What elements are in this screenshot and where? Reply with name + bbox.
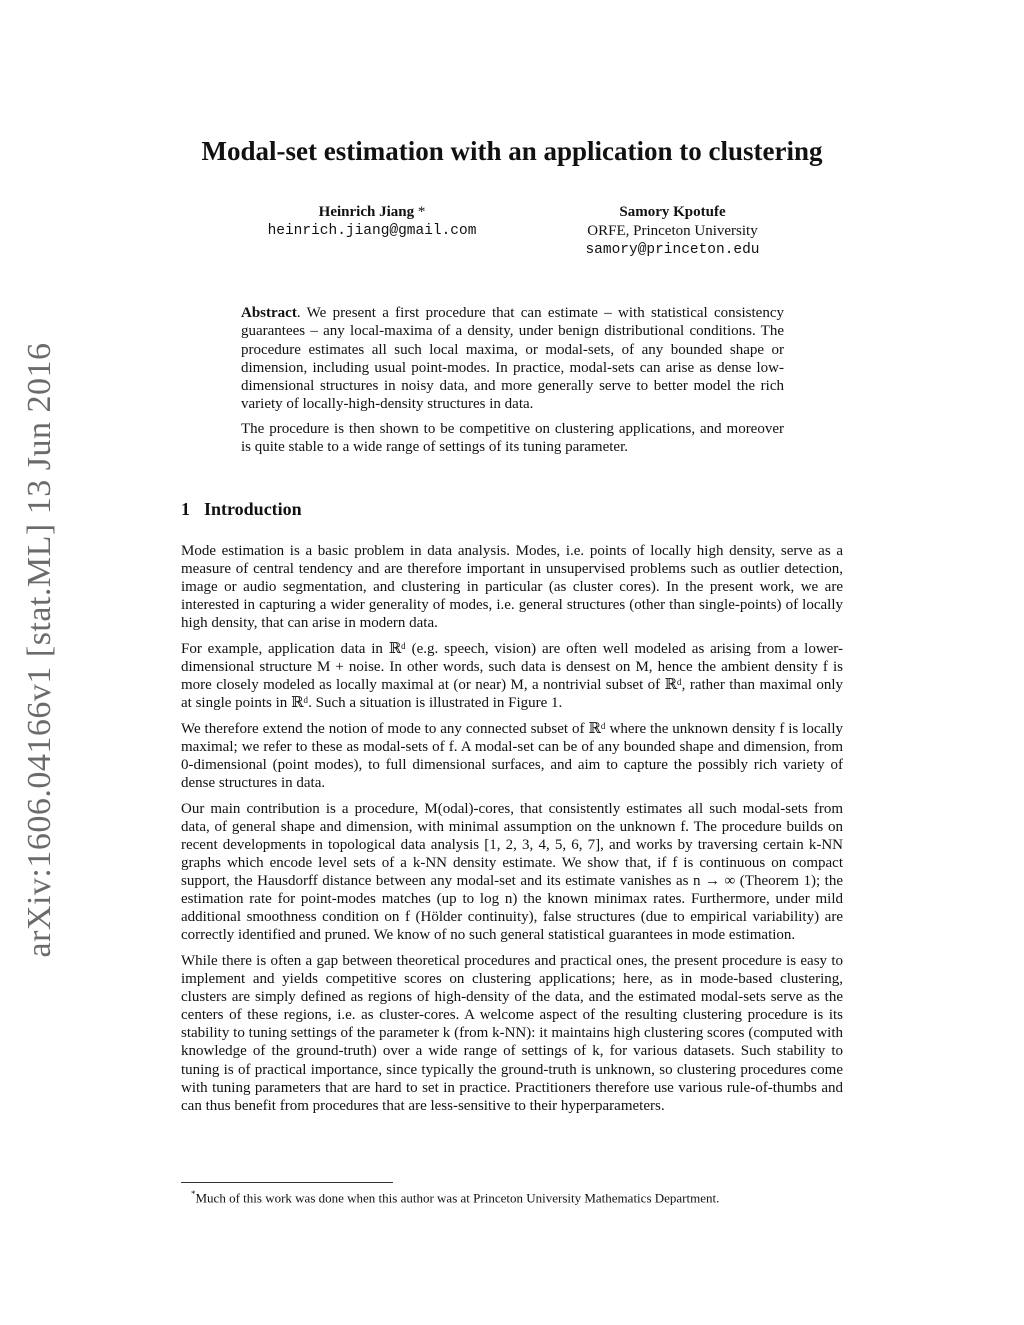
author-email: samory@princeton.edu	[585, 242, 760, 258]
section-title: Introduction	[204, 499, 302, 519]
body-paragraph: For example, application data in ℝᵈ (e.g. speech, vision) are often well modeled as arising from a lower-dimensional structure M + noise. In other words, such data is densest on M, hence the ambient density f is more closely modeled as locally maximal at (or near) M, a nontrivial subset of ℝᵈ, rather than maximal only at single points in ℝᵈ. Such a situation is illustrated in Figure 1.	[181, 640, 843, 712]
author-footnote-mark: *	[414, 204, 426, 220]
body-paragraph: While there is often a gap between theoretical procedures and practical ones, the present procedure is easy to implement and yields competitive scores on clustering applications; here, as in mode-based clustering, clusters are simply defined as regions of high-density of the data, and the estimated modal-sets serve as the centers of these regions, i.e. as cluster-cores. A welcome aspect of the resulting clustering procedure is its stability to tuning settings of the parameter k (from k-NN): it maintains high clustering scores (computed with knowledge of the ground-truth) over a wide range of settings of k, for various datasets. Such stability to tuning is of practical importance, since typically the ground-truth is unknown, so clustering procedures come with tuning parameters that are hard to set in practice. Practitioners therefore use various rule-of-thumbs and can thus benefit from procedures that are less-sensitive to their hyperparameters.	[181, 952, 843, 1114]
author-name: Heinrich Jiang	[318, 204, 415, 220]
footnote-divider	[181, 1182, 393, 1183]
abstract	[241, 304, 784, 462]
author-affiliation: ORFE, Princeton University	[587, 223, 758, 239]
footnote	[191, 1186, 841, 1206]
author-block-1	[232, 203, 512, 241]
abstract-label: Abstract	[241, 305, 297, 321]
abstract-paragraph-2: The procedure is then shown to be competitive on clustering applications, and moreover is quite stable to a wide range of settings of its tuning parameter.	[241, 420, 784, 456]
footnote-mark: *	[191, 1189, 196, 1199]
arxiv-sidebar	[10, 342, 70, 958]
author-name: Samory Kpotufe	[619, 204, 726, 220]
abstract-text: . We present a first procedure that can estimate – with statistical consistency guarantees – any local-maxima of a density, under benign distributional conditions. The procedure estimates all such local maxima, or modal-sets, of any bounded shape or dimension, including usual point-modes. In practice, modal-sets can arise as dense low-dimensional structures in noisy data, and more generally serve to better model the rich variety of locally-high-density structures in data.	[241, 305, 784, 413]
body-paragraph: Our main contribution is a procedure, M(odal)-cores, that consistently estimates all such modal-sets from data, of general shape and dimension, with minimal assumption on the unknown f. The procedure builds on recent developments in topological data analysis [1, 2, 3, 4, 5, 6, 7], and works by traversing certain k-NN graphs which encode level sets of a k-NN density estimate. We show that, if f is continuous on compact support, the Hausdorff distance between any modal-set and its estimate vanishes as n → ∞ (Theorem 1); the estimation rate for point-modes matches (up to log n) the known minimax rates. Furthermore, under mild additional smoothness condition on f (Hölder continuity), false structures (due to empirical variability) are correctly identified and pruned. We know of no such general statistical guarantees in mode estimation.	[181, 800, 843, 944]
section-number: 1	[181, 499, 190, 519]
paper-title: Modal-set estimation with an application to clustering	[201, 136, 823, 166]
author-email: heinrich.jiang@gmail.com	[267, 223, 477, 239]
introduction-body	[181, 542, 843, 1122]
abstract-paragraph-1	[241, 304, 784, 414]
section-heading	[181, 499, 302, 520]
footnote-text: Much of this work was done when this author was at Princeton University Mathematics Department.	[195, 1190, 720, 1206]
arxiv-identifier: arXiv:1606.04166v1 [stat.ML] 13 Jun 2016	[21, 342, 58, 958]
body-paragraph: We therefore extend the notion of mode to any connected subset of ℝᵈ where the unknown density f is locally maximal; we refer to these as modal-sets of f. A modal-set can be of any bounded shape and dimension, from 0-dimensional (point modes), to full dimensional surfaces, and aim to capture the possibly rich variety of dense structures in data.	[181, 720, 843, 792]
author-block-2	[545, 203, 800, 260]
body-paragraph: Mode estimation is a basic problem in data analysis. Modes, i.e. points of locally high density, serve as a measure of central tendency and are therefore important in unsupervised problems such as outlier detection, image or audio segmentation, and clustering in particular (as cluster cores). In the present work, we are interested in capturing a wider generality of modes, i.e. general structures (other than single-points) of locally high density, that can arise in modern data.	[181, 543, 843, 632]
